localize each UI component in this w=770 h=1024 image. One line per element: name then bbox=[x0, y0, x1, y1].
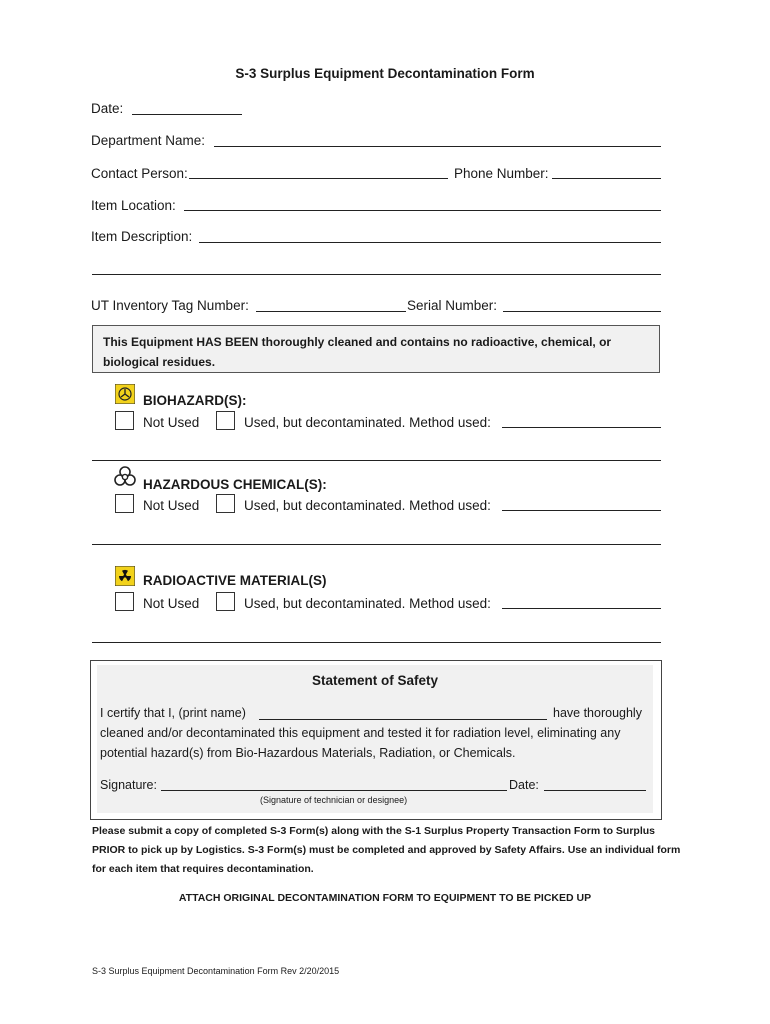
print-name-field[interactable] bbox=[259, 719, 547, 720]
submission-instructions: Please submit a copy of completed S-3 Form(s) along with the S-1 Surplus Property Transaction Form to Surplus PRIOR to pick up by Logistics. S-3 Form(s) must be completed and approved by Safety Affairs. Use an individual form for each item that requires decontamination. bbox=[92, 825, 681, 875]
contact-field[interactable] bbox=[189, 178, 448, 179]
chemical-method-field[interactable] bbox=[502, 510, 661, 511]
biohazard-symbol-icon bbox=[113, 465, 137, 489]
biohazard-used-checkbox[interactable] bbox=[216, 411, 235, 430]
biohazard-used-label: Used, but decontaminated. Method used: bbox=[244, 415, 491, 430]
chemical-method-field-line2[interactable] bbox=[92, 544, 661, 545]
contact-label: Contact Person: bbox=[91, 166, 188, 181]
date-label: Date: bbox=[91, 101, 124, 116]
radioactive-not-used-label: Not Used bbox=[143, 596, 200, 611]
signature-label: Signature: bbox=[100, 778, 157, 792]
biohazard-warning-icon bbox=[115, 384, 135, 404]
radioactive-title: RADIOACTIVE MATERIAL(S) bbox=[143, 573, 327, 588]
biohazard-not-used-checkbox[interactable] bbox=[115, 411, 134, 430]
footer-revision: S-3 Surplus Equipment Decontamination Form Rev 2/20/2015 bbox=[92, 966, 340, 976]
biohazard-title: BIOHAZARD(S): bbox=[143, 393, 247, 408]
tag-field[interactable] bbox=[256, 311, 406, 312]
phone-field[interactable] bbox=[552, 178, 661, 179]
radioactive-used-checkbox[interactable] bbox=[216, 592, 235, 611]
department-label: Department Name: bbox=[91, 133, 206, 148]
description-field[interactable] bbox=[199, 242, 661, 243]
department-field[interactable] bbox=[214, 146, 661, 147]
statement-panel bbox=[97, 665, 653, 813]
statement-of-safety-box bbox=[90, 660, 662, 820]
signature-caption: (Signature of technician or designee) bbox=[260, 795, 408, 805]
description-label: Item Description: bbox=[91, 229, 193, 244]
chemical-used-checkbox[interactable] bbox=[216, 494, 235, 513]
attach-instruction: ATTACH ORIGINAL DECONTAMINATION FORM TO EQUIPMENT TO BE PICKED UP bbox=[178, 892, 592, 904]
statement-line1-end: have thoroughly bbox=[553, 706, 642, 720]
statement-line2: cleaned and/or decontaminated this equipment and tested it for radiation level, eliminating any bbox=[100, 726, 621, 740]
radioactive-used-label: Used, but decontaminated. Method used: bbox=[244, 596, 491, 611]
date-field[interactable] bbox=[132, 114, 242, 115]
biohazard-method-field-line2[interactable] bbox=[92, 460, 661, 461]
cleaned-notice-box bbox=[92, 325, 660, 373]
chemical-not-used-checkbox[interactable] bbox=[115, 494, 134, 513]
radioactive-method-field[interactable] bbox=[502, 608, 661, 609]
location-label: Item Location: bbox=[91, 198, 176, 213]
radiation-icon bbox=[115, 566, 135, 586]
phone-label: Phone Number: bbox=[454, 166, 549, 181]
statement-line3: potential hazard(s) from Bio-Hazardous Materials, Radiation, or Chemicals. bbox=[100, 746, 516, 760]
serial-field[interactable] bbox=[503, 311, 661, 312]
description-field-line2[interactable] bbox=[92, 274, 661, 275]
location-field[interactable] bbox=[184, 210, 661, 211]
radioactive-not-used-checkbox[interactable] bbox=[115, 592, 134, 611]
chemical-used-label: Used, but decontaminated. Method used: bbox=[244, 498, 491, 513]
tag-label: UT Inventory Tag Number: bbox=[91, 298, 249, 313]
serial-label: Serial Number: bbox=[407, 298, 498, 313]
statement-date-label: Date: bbox=[509, 778, 539, 792]
biohazard-method-field[interactable] bbox=[502, 427, 661, 428]
chemical-title: HAZARDOUS CHEMICAL(S): bbox=[143, 477, 327, 492]
signature-field[interactable] bbox=[161, 790, 507, 791]
statement-date-field[interactable] bbox=[544, 790, 646, 791]
form-title: S-3 Surplus Equipment Decontamination Form bbox=[235, 66, 535, 81]
statement-line1-start: I certify that I, (print name) bbox=[100, 706, 246, 720]
statement-title: Statement of Safety bbox=[311, 673, 439, 688]
biohazard-not-used-label: Not Used bbox=[143, 415, 200, 430]
cleaned-notice-text: This Equipment HAS BEEN thoroughly cleaned and contains no radioactive, chemical, or biological residues. bbox=[103, 335, 612, 369]
radioactive-method-field-line2[interactable] bbox=[92, 642, 661, 643]
chemical-not-used-label: Not Used bbox=[143, 498, 200, 513]
